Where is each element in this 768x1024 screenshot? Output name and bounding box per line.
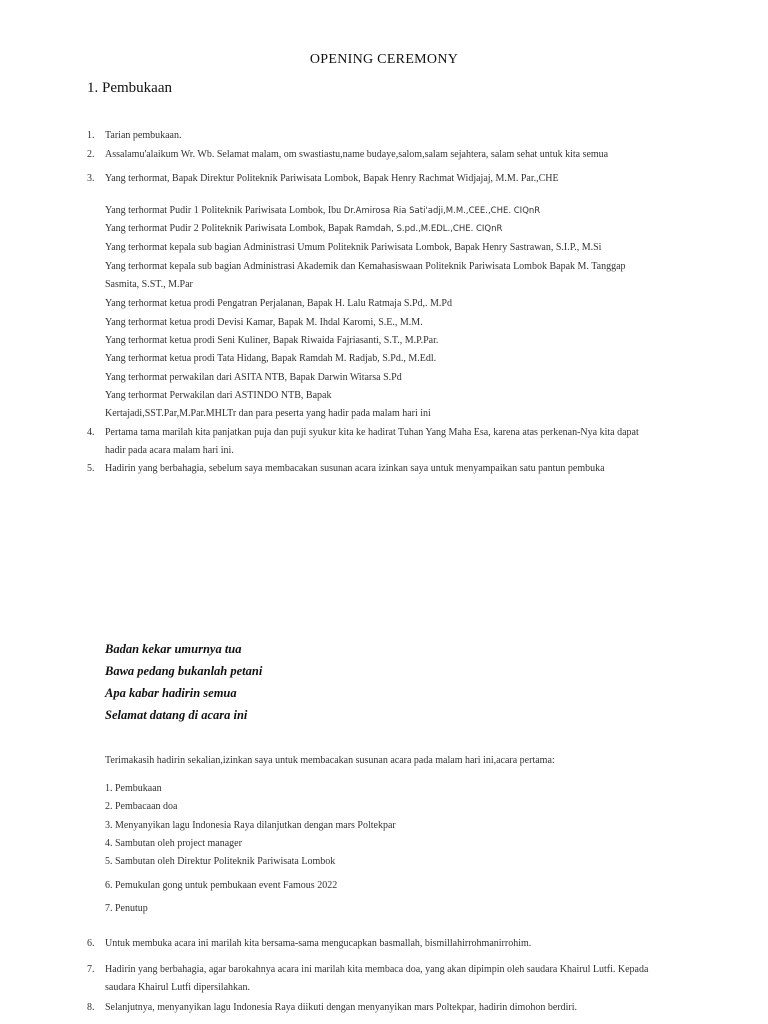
greeting-line: Kertajadi,SST.Par,M.Par.MHLTr dan para peserta yang hadir pada malam hari ini (105, 408, 431, 419)
list-item-number: 8. (87, 1002, 95, 1013)
agenda-intro: Terimakasih hadirin sekalian,izinkan saya untuk membacakan susunan acara pada malam hari ini,acara pertama: (105, 755, 555, 766)
pantun-line: Apa kabar hadirin semua (105, 686, 237, 700)
greeting-line: Yang terhormat ketua prodi Pengatran Perjalanan, Bapak H. Lalu Ratmaja S.Pd,. M.Pd (105, 298, 452, 309)
section-heading: 1. Pembukaan (87, 80, 172, 96)
list-item-number: 6. (87, 938, 95, 949)
agenda-item: 2. Pembacaan doa (105, 801, 178, 812)
list-item-number: 4. (87, 427, 95, 438)
agenda-item: 7. Penutup (105, 903, 148, 914)
list-item-text: Tarian pembukaan. (105, 130, 182, 141)
greeting-line: Yang terhormat ketua prodi Seni Kuliner, Bapak Riwaida Fajriasanti, S.T., M.P.Par. (105, 335, 439, 346)
greeting-line: Yang terhormat kepala sub bagian Administrasi Umum Politeknik Pariwisata Lombok, Bapak Henry Sastrawan, S.I.P., M.Si (105, 242, 602, 253)
greeting-line: Yang terhormat ketua prodi Tata Hidang, Bapak Ramdah M. Radjab, S.Pd., M.Edl. (105, 353, 437, 364)
list-item-number: 5. (87, 463, 95, 474)
list-item-number: 1. (87, 130, 95, 141)
agenda-item: 6. Pemukulan gong untuk pembukaan event Famous 2022 (105, 880, 338, 891)
agenda-item: 5. Sambutan oleh Direktur Politeknik Pariwisata Lombok (105, 856, 336, 867)
greeting-line: Yang terhormat perwakilan dari ASITA NTB, Bapak Darwin Witarsa S.Pd (105, 372, 402, 383)
greeting-name: Ramdah, S.pd.,M.EDL.,CHE. CIQnR (355, 224, 503, 234)
greeting-line: Sasmita, S.ST., M.Par (105, 279, 193, 290)
list-item-text: Selanjutnya, menyanyikan lagu Indonesia Raya diikuti dengan menyanyikan mars Poltekpar, hadirin dimohon berdiri. (105, 1002, 577, 1013)
list-item-number: 3. (87, 173, 95, 184)
pantun-line: Badan kekar umurnya tua (105, 642, 242, 656)
greeting-line (105, 223, 502, 234)
list-item-number: 7. (87, 964, 95, 975)
list-item-text: Assalamu'alaikum Wr. Wb. Selamat malam, om swastiastu,name budaye,salom,salam sejahtera, salam sehat untuk kita semua (105, 149, 609, 160)
greeting-text: Yang terhormat Pudir 2 Politeknik Pariwisata Lombok, Bapak (105, 223, 356, 234)
greeting-line: Yang terhormat Perwakilan dari ASTINDO NTB, Bapak (105, 390, 332, 401)
list-item-text: saudara Khairul Lutfi dipersilahkan. (105, 982, 250, 993)
list-item-text: hadir pada acara malam hari ini. (105, 445, 234, 456)
agenda-item: 4. Sambutan oleh project manager (105, 838, 242, 849)
pantun-line: Selamat datang di acara ini (105, 708, 248, 722)
document-title: OPENING CEREMONY (309, 52, 459, 67)
list-item-text: Hadirin yang berbahagia, sebelum saya membacakan susunan acara izinkan saya untuk menyampaikan satu pantun pembuka (105, 463, 605, 474)
list-item-number: 2. (87, 149, 95, 160)
pantun-line: Bawa pedang bukanlah petani (105, 664, 263, 678)
greeting-text: Yang terhormat Pudir 1 Politeknik Pariwisata Lombok, Ibu (105, 205, 344, 216)
list-item-text: Pertama tama marilah kita panjatkan puja dan puji syukur kita ke hadirat Tuhan Yang Maha Esa, karena atas perkenan-Nya kita dapat (105, 427, 639, 438)
list-item-text: Hadirin yang berbahagia, agar barokahnya acara ini marilah kita membaca doa, yang akan dipimpin oleh saudara Khairul Lutfi. Kepada (105, 964, 649, 975)
greeting-name: Dr.Amirosa Ria Sati'adji,M.M.,CEE.,CHE. CIQnR (343, 206, 541, 216)
greeting-line: Yang terhormat kepala sub bagian Administrasi Akademik dan Kemahasiswaan Politeknik Pariwisata Lombok Bapak M. Tanggap (105, 261, 626, 272)
greeting-line (105, 205, 540, 216)
list-item-text: Yang terhormat, Bapak Direktur Politeknik Pariwisata Lombok, Bapak Henry Rachmat Widjajaj, M.M. Par.,CHE (105, 173, 559, 184)
greeting-line: Yang terhormat ketua prodi Devisi Kamar, Bapak M. Ihdal Karomi, S.E., M.M. (105, 317, 423, 328)
agenda-item: 1. Pembukaan (105, 783, 162, 794)
list-item-text: Untuk membuka acara ini marilah kita bersama-sama mengucapkan basmallah, bismillahirrohmanirrohim. (105, 938, 532, 949)
agenda-item: 3. Menyanyikan lagu Indonesia Raya dilanjutkan dengan mars Poltekpar (105, 820, 396, 831)
